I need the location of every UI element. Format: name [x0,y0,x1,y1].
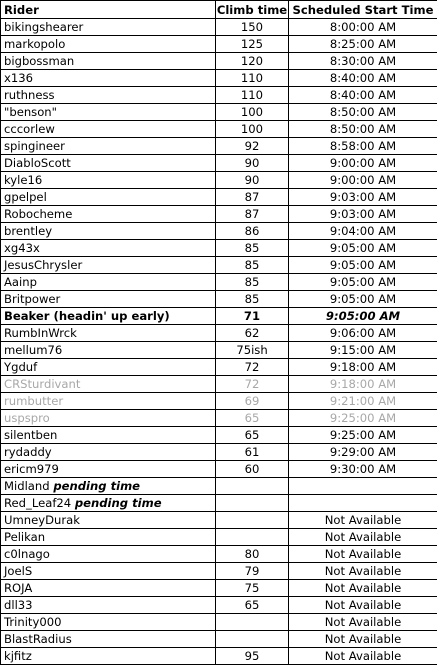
rider-name-cell: x136 [1,70,216,87]
start-time-cell: 9:00:00 AM [289,155,437,172]
rider-name-cell: "benson" [1,104,216,121]
start-time-cell: 9:05:00 AM [289,291,437,308]
rider-name-cell: kyle16 [1,172,216,189]
rider-column-header: Rider [1,1,216,19]
table-row [1,19,437,36]
start-time-cell: 9:03:00 AM [289,206,437,223]
start-time-cell: 9:04:00 AM [289,223,437,240]
rider-name-cell: rydaddy [1,444,216,461]
rider-name-cell: cccorlew [1,121,216,138]
start-time-cell: 9:05:00 AM [289,308,437,325]
start-time-cell: 8:25:00 AM [289,36,437,53]
table-row [1,121,437,138]
table-row [1,614,437,631]
start-time-cell: 8:58:00 AM [289,138,437,155]
rider-name-cell [1,495,216,512]
table-row [1,461,437,478]
climb-time-cell: 86 [216,223,289,240]
rider-name-cell: bigbossman [1,53,216,70]
table-row [1,223,437,240]
start-time-cell: 9:25:00 AM [289,427,437,444]
rider-name-cell: UmneyDurak [1,512,216,529]
rider-name-cell: rumbutter [1,393,216,410]
start-time-cell: 8:50:00 AM [289,121,437,138]
start-time-cell: 8:30:00 AM [289,53,437,70]
start-time-cell: Not Available [289,546,437,563]
rider-name-cell: bikingshearer [1,19,216,36]
climb-time-cell: 69 [216,393,289,410]
climb-time-cell: 150 [216,19,289,36]
rider-name-cell: RumbInWrck [1,325,216,342]
rider-name-cell: BlastRadius [1,631,216,648]
rider-name-cell: xg43x [1,240,216,257]
table-row [1,631,437,648]
climb-time-cell: 95 [216,648,289,665]
table-row [1,478,437,495]
rider-name-cell: Pelikan [1,529,216,546]
table-row [1,189,437,206]
rider-name-cell: Beaker (headin' up early) [1,308,216,325]
climb-time-cell: 71 [216,308,289,325]
climb-time-cell: 90 [216,172,289,189]
table-row [1,155,437,172]
climb-time-column-header: Climb time [216,1,289,19]
start-time-cell: 9:00:00 AM [289,172,437,189]
start-time-cell: 9:21:00 AM [289,393,437,410]
rider-name-cell: ruthness [1,87,216,104]
table-row [1,427,437,444]
rider-name: Midland [4,479,50,493]
start-time-cell: 9:18:00 AM [289,359,437,376]
table-row [1,138,437,155]
rider-name: Red_Leaf24 [4,496,71,510]
rider-name-cell: dll33 [1,597,216,614]
climb-time-cell: 125 [216,36,289,53]
climb-time-cell [216,478,289,495]
start-time-cell: Not Available [289,580,437,597]
table-row [1,512,437,529]
rider-name-cell: CRSturdivant [1,376,216,393]
pending-time-note: pending time [53,479,140,493]
table-row [1,87,437,104]
table-row [1,36,437,53]
table-row [1,104,437,121]
climb-time-cell: 62 [216,325,289,342]
table-row [1,393,437,410]
climb-time-cell [216,614,289,631]
table-row [1,291,437,308]
table-row [1,172,437,189]
rider-name-cell: Aainp [1,274,216,291]
rider-name-cell [1,478,216,495]
start-time-cell: Not Available [289,512,437,529]
table-row [1,495,437,512]
climb-time-cell: 85 [216,240,289,257]
climb-time-cell [216,631,289,648]
rider-name-cell: Ygduf [1,359,216,376]
start-time-cell: Not Available [289,614,437,631]
climb-time-cell: 110 [216,87,289,104]
start-time-cell: 8:40:00 AM [289,70,437,87]
rider-name-cell: uspspro [1,410,216,427]
start-time-cell [289,478,437,495]
start-time-cell: Not Available [289,563,437,580]
climb-time-cell: 61 [216,444,289,461]
header-row [1,1,437,19]
rider-name-cell: kjfitz [1,648,216,665]
pending-time-note: pending time [75,496,162,510]
start-time-cell: 8:40:00 AM [289,87,437,104]
rider-name-cell: ROJA [1,580,216,597]
start-time-cell: Not Available [289,648,437,665]
climb-time-cell: 72 [216,376,289,393]
start-time-cell: 9:05:00 AM [289,257,437,274]
climb-time-cell: 75ish [216,342,289,359]
start-time-cell: Not Available [289,631,437,648]
start-time-cell [289,495,437,512]
rider-name-cell: spingineer [1,138,216,155]
climb-time-cell: 75 [216,580,289,597]
start-time-cell: Not Available [289,529,437,546]
rider-name-cell: gpelpel [1,189,216,206]
climb-time-cell: 60 [216,461,289,478]
rider-name-cell: JoelS [1,563,216,580]
climb-time-cell: 87 [216,189,289,206]
climb-time-cell: 110 [216,70,289,87]
rider-name-cell: silentben [1,427,216,444]
climb-time-cell: 100 [216,121,289,138]
start-time-cell: 9:06:00 AM [289,325,437,342]
climb-time-cell: 85 [216,257,289,274]
rider-name-cell: c0lnago [1,546,216,563]
climb-time-cell [216,495,289,512]
climb-time-cell: 72 [216,359,289,376]
table-row [1,376,437,393]
rider-name-cell: markopolo [1,36,216,53]
start-time-cell: 9:29:00 AM [289,444,437,461]
table-row [1,53,437,70]
start-time-cell: 9:25:00 AM [289,410,437,427]
rider-name-cell: DiabloScott [1,155,216,172]
table-row [1,580,437,597]
climb-time-cell: 100 [216,104,289,121]
climb-time-cell: 65 [216,427,289,444]
table-row [1,257,437,274]
table-row [1,342,437,359]
start-time-cell: 9:18:00 AM [289,376,437,393]
climb-time-cell: 90 [216,155,289,172]
climb-time-cell: 65 [216,410,289,427]
table-row [1,206,437,223]
rider-name-cell: Britpower [1,291,216,308]
table-row [1,444,437,461]
start-time-cell: 8:50:00 AM [289,104,437,121]
table-row [1,597,437,614]
table-row [1,325,437,342]
table-row [1,546,437,563]
climb-time-cell [216,529,289,546]
rider-name-cell: Robocheme [1,206,216,223]
table-row [1,308,437,325]
start-time-column-header: Scheduled Start Time [289,1,437,19]
table-row [1,563,437,580]
climb-time-cell: 79 [216,563,289,580]
climb-time-cell [216,512,289,529]
table-row [1,410,437,427]
table-row [1,274,437,291]
start-time-cell: 9:05:00 AM [289,274,437,291]
start-time-cell: 9:15:00 AM [289,342,437,359]
start-time-cell: Not Available [289,597,437,614]
climb-time-cell: 65 [216,597,289,614]
table-row [1,70,437,87]
table-row [1,529,437,546]
climb-time-cell: 87 [216,206,289,223]
rider-name-cell: ericm979 [1,461,216,478]
rider-name-cell: mellum76 [1,342,216,359]
rider-name-cell: JesusChrysler [1,257,216,274]
climb-time-cell: 92 [216,138,289,155]
start-time-cell: 9:05:00 AM [289,240,437,257]
rider-name-cell: brentley [1,223,216,240]
climb-time-cell: 80 [216,546,289,563]
climb-time-cell: 120 [216,53,289,70]
climb-time-cell: 85 [216,274,289,291]
start-time-cell: 9:30:00 AM [289,461,437,478]
start-time-cell: 9:03:00 AM [289,189,437,206]
table-body [1,19,437,665]
rider-name-cell: Trinity000 [1,614,216,631]
table-row [1,648,437,665]
table-row [1,240,437,257]
climb-time-cell: 85 [216,291,289,308]
table-row [1,359,437,376]
start-time-cell: 8:00:00 AM [289,19,437,36]
